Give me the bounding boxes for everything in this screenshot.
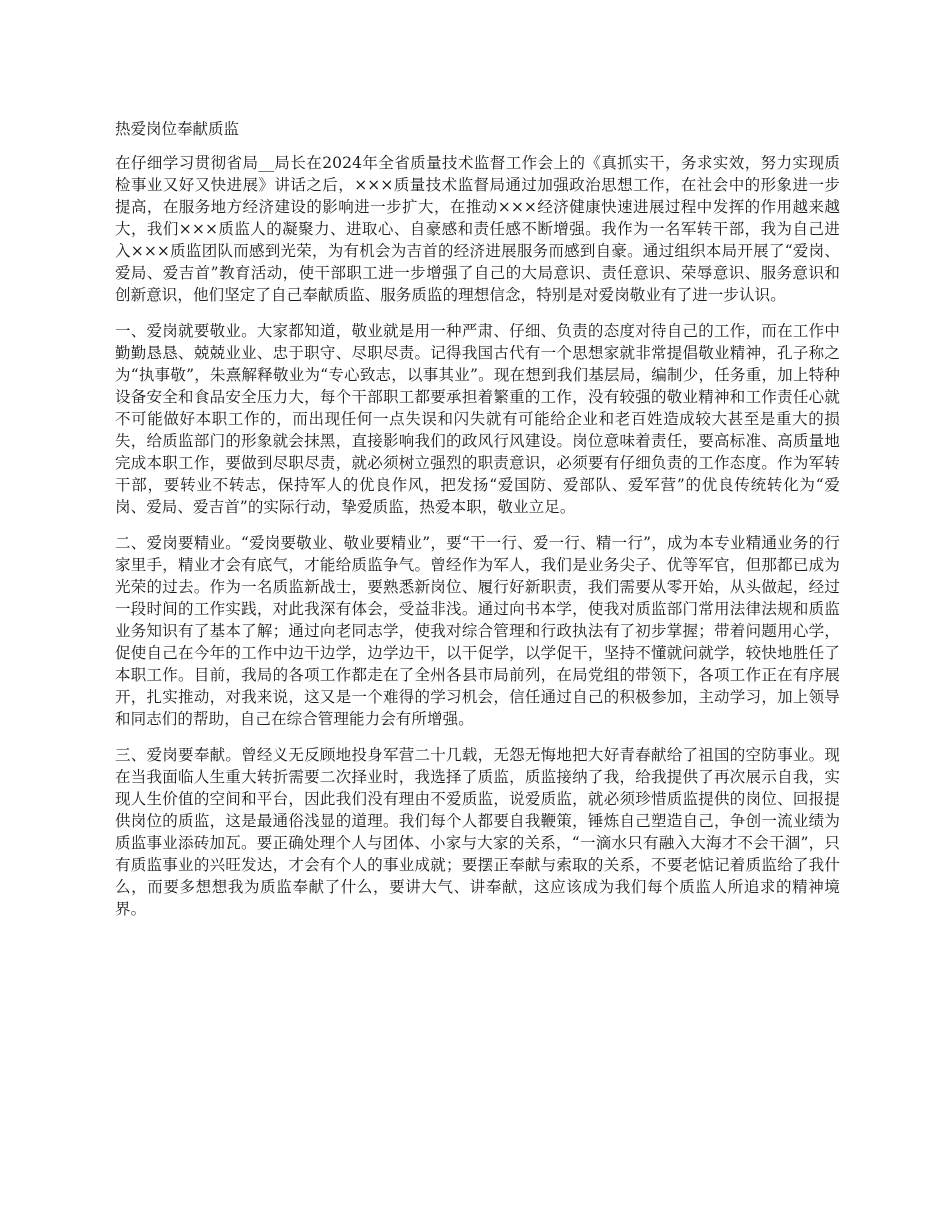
paragraph-section-1: 一、爱岗就要敬业。大家都知道，敬业就是用一种严肃、仔细、负责的态度对待自己的工作，而在工作中勤勤恳恳、兢兢业业、忠于职守、尽职尽责。记得我国古代有一个思想家就非常提倡敬业精神，孔子称之为“执事敬”，朱熹解释敬业为“专心致志，以事其业”。现在想到我们基层局，编制少，任务重，加上特种设备安全和食品安全压力大，每个干部职工都要承担着繁重的工作，没有较强的敬业精神和工作责任心就不可能做好本职工作的，而出现任何一点失误和闪失就有可能给企业和老百姓造成较大甚至是重大的损失，给质监部门的形象就会抹黑，直接影响我们的政风行风建设。岗位意味着责任，要高标准、高质量地完成本职工作，要做到尽职尽责，就必须树立强烈的职责意识，必须要有仔细负责的工作态度。作为军转干部，要转业不转志，保持军人的优良作风，把发扬“爱国防、爱部队、爱军营”的优良传统转化为“爱岗、爱局、爱吉首”的实际行动，挚爱质监，热爱本职，敬业立足。: [115, 322, 840, 516]
document-title: 热爱岗位奉献质监: [115, 120, 240, 138]
paragraph-section-3: 三、爱岗要奉献。曾经义无反顾地投身军营二十几载，无怨无悔地把大好青春献给了祖国的空防事业。现在当我面临人生重大转折需要二次择业时，我选择了质监，质监接纳了我，给我提供了再次展示自我，实现人生价值的空间和平台，因此我们没有理由不爱质监，说爱质监，就必须珍惜质监提供的岗位、回报提供岗位的质监，这是最通俗浅显的道理。我们每个人都要自我鞭策，锤炼自己塑造自己，争创一流业绩为质监事业添砖加瓦。要正确处理个人与团体、小家与大家的关系，“一滴水只有融入大海才不会干涸”，只有质监事业的兴旺发达，才会有个人的事业成就；要摆正奉献与索取的关系，不要老惦记着质监给了我什么，而要多想想我为质监奉献了什么，要讲大气、讲奉献，这应该成为我们每个质监人所追求的精神境界。: [115, 746, 840, 918]
paragraph-section-2: 二、爱岗要精业。“爱岗要敬业、敬业要精业”，要“干一行、爱一行、精一行”，成为本专业精通业务的行家里手，精业才会有底气，才能给质监争气。曾经作为军人，我们是业务尖子、优等军官，但那都已成为光荣的过去。作为一名质监新战士，要熟悉新岗位、履行好新职责，我们需要从零开始，从头做起，经过一段时间的工作实践，对此我深有体会，受益非浅。通过向书本学，使我对质监部门常用法律法规和质监业务知识有了基本了解；通过向老同志学，使我对综合管理和行政执法有了初步掌握；带着问题用心学，促使自己在今年的工作中边干边学，边学边干，以干促学，以学促干，坚持不懂就问就学，较快地胜任了本职工作。目前，我局的各项工作都走在了全州各县市局前列，在局党组的带领下，各项工作正在有序展开，扎实推动，对我来说，这又是一个难得的学习机会，信任通过自己的积极参加，主动学习，加上领导和同志们的帮助，自己在综合管理能力会有所增强。: [115, 534, 840, 728]
paragraph-intro: 在仔细学习贯彻省局__局长在2024年全省质量技术监督工作会上的《真抓实干，务求实效，努力实现质检事业又好又快进展》讲话之后，×××质量技术监督局通过加强政治思想工作，在社会中的形象进一步提高，在服务地方经济建设的影响进一步扩大，在推动×××经济健康快速进展过程中发挥的作用越来越大，我们×××质监人的凝聚力、进取心、自豪感和责任感不断增强。我作为一名军转干部，我为自己进入×××质监团队而感到光荣，为有机会为吉首的经济进展服务而感到自豪。通过组织本局开展了“爱岗、爱局、爱吉首”教育活动，使干部职工进一步增强了自己的大局意识、责任意识、荣辱意识、服务意识和创新意识，他们坚定了自己奉献质监、服务质监的理想信念，特别是对爱岗敬业有了进一步认识。: [115, 154, 840, 304]
document-page: [115, 118, 840, 934]
